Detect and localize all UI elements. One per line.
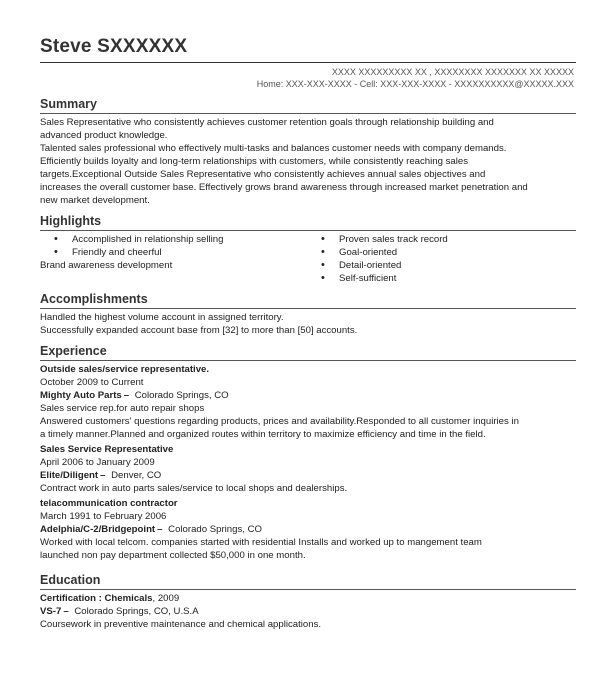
highlight-item: • Accomplished in relationship selling <box>40 233 223 246</box>
candidate-name: Steve SXXXXXX <box>40 36 188 57</box>
job-dates: March 1991 to February 2006 <box>40 511 167 522</box>
accomplishment-line: Handled the highest volume account in assigned territory. <box>40 312 284 323</box>
header-divider <box>40 62 576 63</box>
job-company: Elite/Diligent <box>40 470 99 481</box>
experience-section <box>40 344 576 564</box>
section-heading-summary: Summary <box>40 97 576 114</box>
separator-dash: – <box>100 470 106 481</box>
summary-line: increases the overall customer base. Effectively grows brand awareness through increased market penetration and <box>40 182 528 193</box>
separator-dash: – <box>63 606 69 617</box>
education-degree-line <box>40 592 576 605</box>
job-entry <box>40 363 576 441</box>
highlight-item: Brand awareness development <box>40 260 173 271</box>
highlights-left-column <box>40 233 223 259</box>
highlights-right-column <box>307 233 448 285</box>
accomplishments-section <box>40 292 576 337</box>
highlights-list <box>40 233 576 285</box>
job-employer-line <box>40 523 576 536</box>
experience-list <box>40 363 576 562</box>
highlight-item: • Proven sales track record <box>307 233 448 246</box>
job-description-line: Answered customers' questions regarding products, prices and availability.Responded to all customer inquiries in <box>40 416 519 427</box>
summary-line: new market development. <box>40 195 150 206</box>
education-entry <box>40 592 576 631</box>
summary-line: Sales Representative who consistently achieves customer retention goals through relationship building and <box>40 117 494 128</box>
job-title: telacommunication contractor <box>40 498 178 509</box>
section-heading-education: Education <box>40 573 576 590</box>
education-school-line <box>40 605 576 618</box>
job-location: Denver, CO <box>111 470 162 481</box>
highlight-item: • Goal-oriented <box>307 246 448 259</box>
separator-dash: – <box>123 390 130 401</box>
contact-address: XXXX XXXXXXXXX XX , XXXXXXXX XXXXXXX XX XXXXX <box>331 67 574 77</box>
summary-line: Talented sales professional who effectively multi-tasks and balances customer needs with company demands. <box>40 143 507 154</box>
job-dates: October 2009 to Current <box>40 377 144 388</box>
education-location: Colorado Springs, CO, U.S.A <box>74 606 199 617</box>
summary-text <box>40 116 576 207</box>
contact-phones-email: Home: XXX-XXX-XXXX - Cell: XXX-XXX-XXXX - XXXXXXXXXX@XXXXX.XXX <box>256 79 574 89</box>
education-degree: Certification : Chemicals <box>40 593 153 604</box>
job-employer-line <box>40 389 576 402</box>
section-heading-accomplishments: Accomplishments <box>40 292 576 309</box>
section-heading-highlights: Highlights <box>40 214 576 231</box>
summary-line: Efficiently builds loyalty and long-term relationships with customers, while consistently reaching sales <box>40 156 469 167</box>
accomplishment-line: Successfully expanded account base from [32] to more than [50] accounts. <box>40 325 358 336</box>
job-dates: April 2006 to January 2009 <box>40 457 155 468</box>
job-title: Outside sales/service representative. <box>40 364 210 375</box>
job-location: Colorado Springs, CO <box>134 390 229 401</box>
education-year: , 2009 <box>152 593 180 604</box>
education-coursework: Coursework in preventive maintenance and chemical applications. <box>40 619 322 630</box>
job-location: Colorado Springs, CO <box>168 524 262 535</box>
job-description-line: Sales service rep.for auto repair shops <box>40 403 205 414</box>
summary-line: targets.Exceptional Outside Sales Representative who consistently achieves annual sales objectives and <box>40 169 486 180</box>
job-title: Sales Service Representative <box>40 444 174 455</box>
job-description-line: launched non pay department collected $50,000 in one month. <box>40 550 306 561</box>
highlights-section <box>40 214 576 285</box>
accomplishments-text <box>40 311 576 337</box>
job-company: Mighty Auto Parts <box>40 390 122 401</box>
job-entry <box>40 443 576 495</box>
separator-dash: – <box>157 524 163 535</box>
highlight-item: • Detail-oriented <box>307 259 448 272</box>
summary-section <box>40 97 576 207</box>
education-school: VS-7 <box>40 606 62 617</box>
summary-line: advanced product knowledge. <box>40 130 168 141</box>
education-section <box>40 573 576 631</box>
job-description-line: Contract work in auto parts sales/service to local shops and dealerships. <box>40 483 348 494</box>
section-heading-experience: Experience <box>40 344 576 361</box>
job-company: Adelphia/C-2/Bridgepoint <box>40 524 156 535</box>
highlight-item: • Friendly and cheerful <box>40 246 223 259</box>
highlight-item: • Self-sufficient <box>307 272 448 285</box>
job-description-line: Worked with local telcom. companies started with residential Installs and worked up to mangement team <box>40 537 482 548</box>
job-employer-line <box>40 469 576 482</box>
job-entry <box>40 497 576 562</box>
job-description-line: a timely manner.Planned and organized routes within territory to maximize efficiency and time in the field. <box>40 429 486 440</box>
